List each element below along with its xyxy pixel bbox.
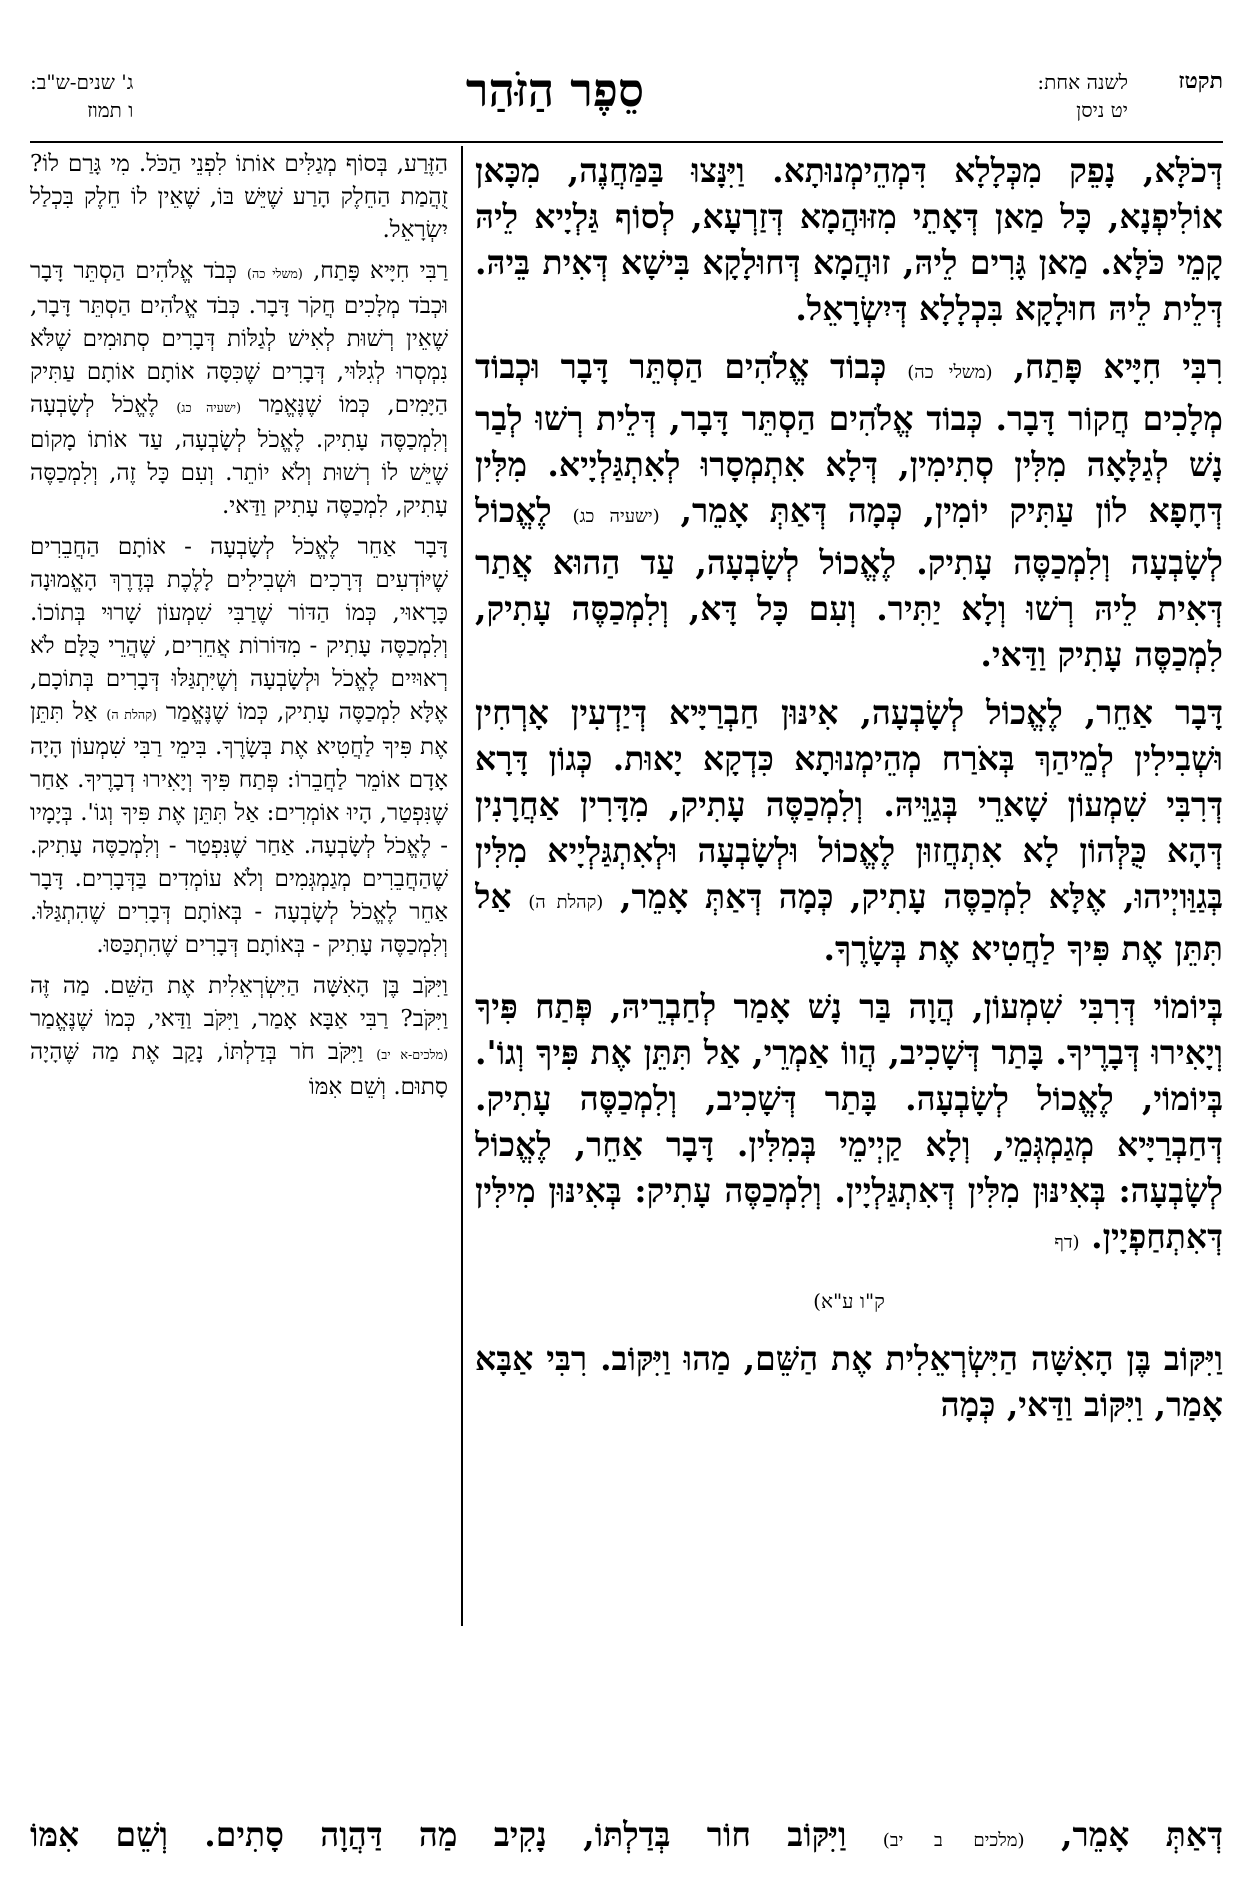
column-divider bbox=[461, 146, 463, 1626]
citation: (קהלת ה) bbox=[528, 892, 604, 913]
main-paragraph-1: דְּכֹלָּא, נָפֵק מִכְּלָלָא דִּמְהֵימְנוּתָא. וַיִּנָּצוּ בַּמַּחֲנֶה, מִכָּאן אוֹלִיפְנָא, כָּל מַאן דְּאָתֵי מִזּוּהֲמָא דְּזַרְעָא, לְסוֹף גַּלְיָיא לֵיהּ קָמֵי כֹּלָּא. מַאן גָּרִים לֵיהּ, זוּהֲמָא דְּחוּלָקָא בִּישָׁא דְּאִית בֵּיהּ. דְּלֵית לֵיהּ חוּלָקָא בִּכְלָלָא דְּיִשְׂרָאֵל. bbox=[475, 151, 1223, 328]
main-paragraph-5: וַיִּקּוֹב בֶּן הָאִשָּׁה הַיִּשְׂרְאֵלִית אֶת הַשֵּׁם, מַהוּ וַיִּקּוֹב. רִבִּי אַבָּא אָמַר, וַיִּקּוֹב וַדַּאי, כְּמָה bbox=[475, 1339, 1223, 1424]
page-header bbox=[30, 60, 1223, 138]
three-year-plan-date: ו תמוז bbox=[87, 98, 134, 122]
page-number: תקטז bbox=[1178, 68, 1223, 94]
folio-marker: ק"ו ע"א) bbox=[813, 1289, 885, 1313]
main-column bbox=[475, 148, 1223, 1688]
side-paragraph-2: רַבִּי חִיָּיא פָּתַח, (משלי כה) כְּבֹד אֱלֹהִים הַסְתֵּר דָּבָר וּכְבֹד מְלָכִים חֲקֹר דָּבָר. כְּבֹד אֱלֹהִים הַסְתֵּר דָּבָר, שֶׁאֵין רְשׁוּת לְאִישׁ לְגַלּוֹת דְּבָרִים סְתוּמִים שֶׁלֹּא נִמְסְרוּ לְגִלּוּי, דְּבָרִים שֶׁכִּסָּה אוֹתָם אוֹתָם עַתִּיק הַיָּמִים, כְּמוֹ שֶׁנֶּאֱמַר (ישעיה כג) לֶאֱכֹל לְשָׂבְעָה וְלִמְכַסֶּה עָתִיק. לֶאֱכֹל לְשָׂבְעָה, עַד אוֹתוֹ מָקוֹם שֶׁיֵּשׁ לוֹ רְשׁוּת וְלֹא יוֹתֵר. וְעִם כָּל זֶה, וְלִמְכַסֶּה עָתִיק, לִמְכַסֶּה עָתִיק וַדַּאי. bbox=[30, 258, 448, 519]
citation: (ישעיה כג) bbox=[176, 400, 242, 415]
translation-column bbox=[30, 148, 448, 1628]
citation: (מלכים ב יב) bbox=[882, 1830, 1025, 1851]
side-paragraph-3: דָּבָר אַחֵר לֶאֱכֹל לְשָׂבְעָה - אוֹתָם הַחֲבֵרִים שֶׁיּוֹדְעִים דְּרָכִים וּשְׁבִילִים לָלֶכֶת בְּדֶרֶךְ הָאֱמוּנָה כָּרָאוּי, כְּמוֹ הַדּוֹר שֶׁרַבִּי שִׁמְעוֹן שָׁרוּי בְּתוֹכוֹ. וְלִמְכַסֶּה עָתִיק - מִדּוֹרוֹת אֲחֵרִים, שֶׁהֲרֵי כֻּלָּם לֹא רְאוּיִים לֶאֱכֹל וּלְשָׂבְעָה וְשֶׁיִּתְגַּלּוּ דְּבָרִים בְּתוֹכָם, אֶלָּא לִמְכַסֶּה עָתִיק, כְּמוֹ שֶׁנֶּאֱמַר (קהלת ה) אַל תִּתֵּן אֶת פִּיךָ לַחֲטִיא אֶת בְּשָׂרֶךָ. בִּימֵי רַבִּי שִׁמְעוֹן הָיָה אָדָם אוֹמֵר לַחֲבֵרוֹ: פְּתַח פִּיךָ וְיָאִירוּ דְבָרֶיךָ. אַחַר שֶׁנִּפְטַר, הָיוּ אוֹמְרִים: אַל תִּתֵּן אֶת פִּיךָ וְגוֹ'. בְּיָמָיו - לֶאֱכֹל לְשָׂבְעָה. אַחַר שֶׁנִּפְטַר - וְלִמְכַסֶּה עָתִיק. שֶׁהַחֲבֵרִים מְגַמְגְּמִים וְלֹא עוֹמְדִים בַּדְּבָרִים. דָּבָר אַחֵר לֶאֱכֹל לְשָׂבְעָה - בְּאוֹתָם דְּבָרִים שֶׁהִתְגַּלּוּ. וְלִמְכַסֶּה עָתִיק - בְּאוֹתָם דְּבָרִים שֶׁהִתְכַּסּוּ. bbox=[30, 534, 448, 958]
one-year-plan-label: לשנה אחת: bbox=[1037, 70, 1128, 94]
book-title: סֵפֶר הַזֹּהַר bbox=[465, 63, 645, 117]
side-paragraph-1: הַזֶּרַע, בְּסוֹף מְגַלִּים אוֹתוֹ לִפְנֵי הַכֹּל. מִי גָּרַם לוֹ? זֻהֲמַת הַחֵלֶק הָרַע שֶׁיֵּשׁ בּוֹ, שֶׁאֵין לוֹ חֵלֶק בִּכְלַל יִשְׂרָאֵל. bbox=[30, 151, 448, 243]
citation: (ישעיה כג) bbox=[572, 506, 660, 527]
citation: (דף bbox=[1054, 1232, 1080, 1253]
citation: (משלי כה) bbox=[247, 266, 303, 281]
citation: (קהלת ה) bbox=[106, 707, 157, 722]
header-rule bbox=[30, 141, 1223, 143]
main-paragraph-2: רִבִּי חִיָּיא פָּתַח, (משלי כה) כְּבוֹד אֱלֹהִים הַסְתֵּר דָּבָר וּכְבוֹד מְלָכִים חֲקוֹר דָּבָר. כְּבוֹד אֱלֹהִים הַסְתֵּר דָּבָר, דְּלֵית רְשׁוּ לְבַר נָשׁ לְגַלָּאָה מִלִּין סְתִימִין, דְּלָא אִתְמְסָרוּ לְאִתְגַּלְיָיא. מִלִּין דְּחָפָא לוֹן עַתִּיק יוֹמִין, כְּמָה דְּאַתְּ אָמֵר, (ישעיה כג) לֶאֱכוֹל לְשָׂבְעָה וְלִמְכַסֶּה עָתִיק. לֶאֱכוֹל לְשָׂבְעָה, עַד הַהוּא אֲתַר דְּאִית לֵיהּ רְשׁוּ וְלָא יַתִּיר. וְעִם כָּל דָּא, וְלִמְכַסֶּה עָתִיק, לִמְכַסֶּה עָתִיק וַדַּאי. bbox=[475, 347, 1223, 674]
citation: (משלי כה) bbox=[907, 362, 993, 383]
three-year-plan-label: ג' שנים-ש"ב: bbox=[30, 70, 134, 94]
main-paragraph-3: דָּבָר אַחֵר, לֶאֱכוֹל לְשָׂבְעָה, אִינּוּן חַבְרַיָּיא דְּיַדְעִין אָרְחִין וּשְׁבִילִין לְמֵיהַךְ בְּאֹרַח מְהֵימְנוּתָא כִּדְקָא יָאוּת. כְּגוֹן דָּרָא דְּרִבִּי שִׁמְעוֹן שָׁארֵי בְּגַוֵּיהּ. וְלִמְכַסֶּה עָתִיק, מִדָּרִין אַחֲרָנִין דְּהָא כֻּלְּהוֹן לָא אִתְחֲזוּן לֶאֱכוֹל וּלְשָׂבְעָה וּלְאִתְגַּלְיָיא מִלִּין בְּגַוַּויְיהוּ, אֶלָּא לִמְכַסֶּה עָתִיק, כְּמָה דְּאַתְּ אָמֵר, (קהלת ה) אַל תִּתֵּן אֶת פִּיךָ לַחֲטִיא אֶת בְּשָׂרֶךָ. bbox=[475, 693, 1223, 968]
side-paragraph-4: וַיִּקֹּב בֶּן הָאִשָּׁה הַיִּשְׂרְאֵלִית אֶת הַשֵּׁם. מַה זֶּה וַיִּקֹּב? רַבִּי אַבָּא אָמַר, וַיִּקֹּב וַדַּאי, כְּמוֹ שֶׁנֶּאֱמַר (מלכים-א יב) וַיִּקֹּב חֹר בְּדַלְתּוֹ, נָקַב אֶת מַה שֶּׁהָיָה סָתוּם. וְשֵׁם אִמּוֹ bbox=[30, 973, 448, 1100]
three-year-plan bbox=[30, 68, 133, 124]
main-paragraph-4: בְּיוֹמוֹי דְּרִבִּי שִׁמְעוֹן, הֲוָה בַּר נָשׁ אָמַר לְחַבְרֵיהּ, פְּתַח פִּיךָ וְיָאִירוּ דְּבָרֶיךָ. בָּתַר דְּשָׁכִיב, הֲווֹ אַמְרֵי, אַל תִּתֵּן אֶת פִּיךָ וְגוֹ'. בְּיוֹמוֹי, לֶאֱכוֹל לְשָׂבְעָה. בָּתַר דְּשָׁכִיב, וְלִמְכַסֶּה עָתִיק. דְּחַבְרַיָּיא מְגַמְגְּמֵי, וְלָא קַיְימֵי בְּמִלִּין. דָּבָר אַחֵר, לֶאֱכוֹל לְשָׂבְעָה: בְּאִינּוּן מִלִּין דְּאִתְגַּלְיָין. וְלִמְכַסֶּה עָתִיק: בְּאִינּוּן מִילִּין דְּאִתְחַפְיָין. (דף bbox=[475, 987, 1223, 1256]
bottom-line: דְּאַתְּ אָמֵר, (מלכים ב יב) וַיִּקּוֹב חוֹר בְּדַלְתּוֹ, נָקִיב מַה דַּהֲוָה סָתִים. וְשֵׁם אִמּוֹ bbox=[30, 1815, 1223, 1854]
one-year-plan bbox=[1037, 68, 1128, 124]
citation: (מלכים-א יב) bbox=[376, 1047, 448, 1062]
one-year-plan-date: יט ניסן bbox=[1076, 98, 1128, 122]
